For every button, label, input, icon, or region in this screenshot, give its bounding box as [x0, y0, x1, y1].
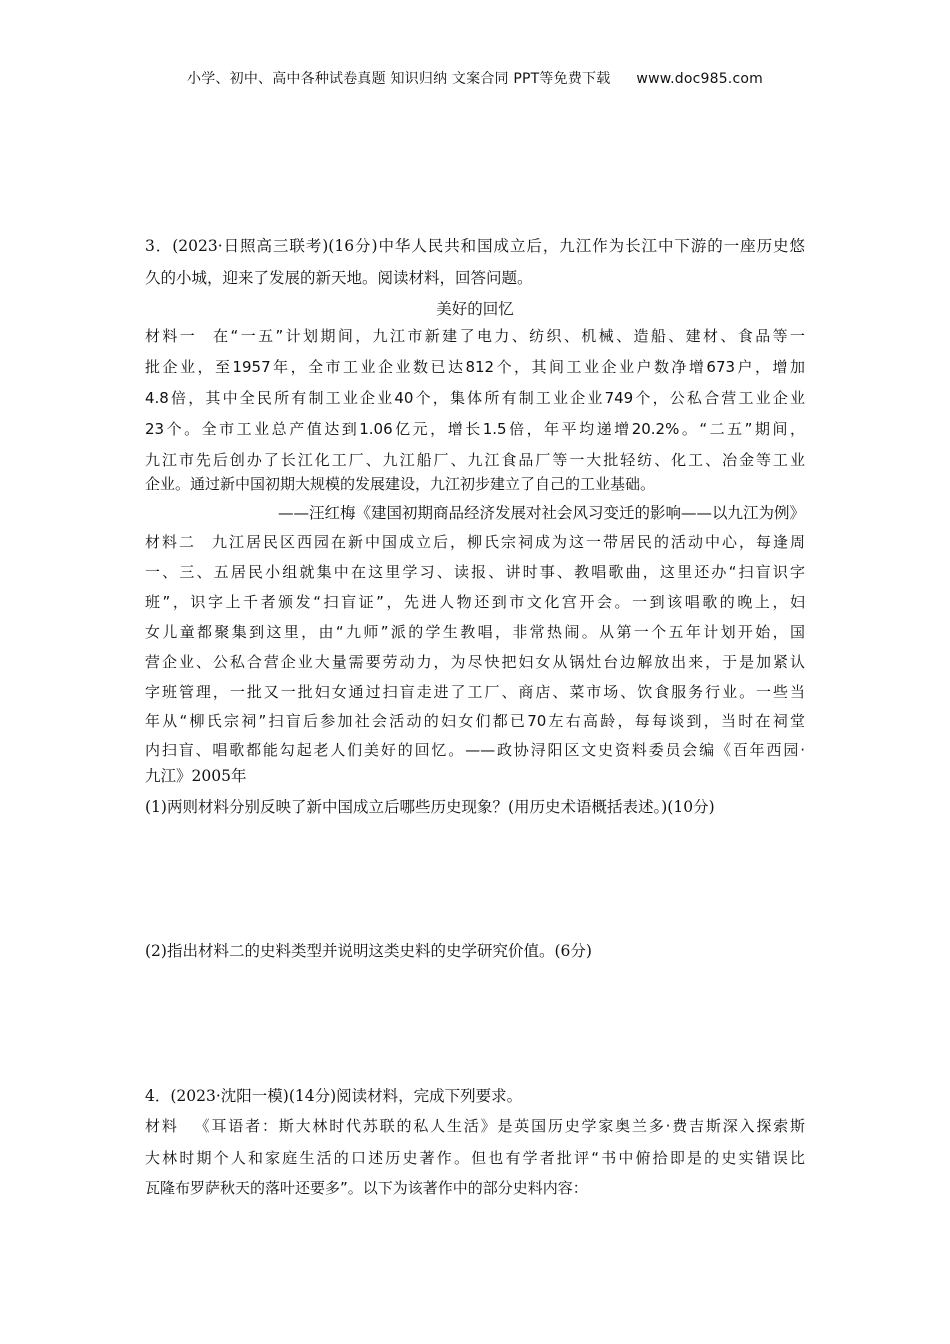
q3-material-1-source: ——汪红梅《建国初期商品经济发展对社会风习变迁的影响——以九江为例》: [277, 504, 805, 522]
q3-material-2-line-4: 女儿童都聚集到这里，由“九师”派的学生教唱，非常热闹。从第一个五年计划开始，国: [145, 623, 805, 641]
q4-material-text: 《耳语者：斯大林时代苏联的私人生活》是英国历史学家奥兰多·费吉斯深入探索斯: [194, 1117, 805, 1135]
page-header: [0, 68, 950, 88]
header-url: www.doc985.com: [636, 71, 763, 87]
q3-material-2-line-7: 年从“柳氏宗祠”扫盲后参加社会活动的妇女们都已70左右高龄，每每谈到，当时在祠堂: [145, 712, 805, 730]
q3-material-2-line-6: 字班管理，一批又一批妇女通过扫盲走进了工厂、商店、菜市场、饮食服务行业。一些当: [145, 683, 805, 701]
q3-subquestion-1: (1)两则材料分别反映了新中国成立后哪些历史现象？(用历史术语概括表述。)(10分): [145, 798, 715, 816]
q3-stem-line-1: 3．(2023·日照高三联考)(16分)中华人民共和国成立后，九江作为长江中下游的一座历史悠: [145, 237, 805, 255]
q3-material-1-line-2: 批企业，至1957年，全市工业企业数已达812个，其间工业企业户数净增673户，增加: [145, 358, 805, 376]
q3-material-1-line-5: 九江市先后创办了长江化工厂、九江船厂、九江食品厂等一大批轻纺、化工、冶金等工业: [145, 451, 805, 469]
material-2-text: 九江居民区西园在新中国成立后，柳氏宗祠成为这一带居民的活动中心，每逢周: [212, 533, 805, 551]
q3-material-2-line-9: 九江》2005年: [145, 767, 247, 785]
material-1-text: 在“一五”计划期间，九江市新建了电力、纺织、机械、造船、建材、食品等一: [213, 327, 805, 345]
q3-material-1-line-1: [145, 326, 805, 346]
q4-stem: 4．(2023·沈阳一模)(14分)阅读材料，完成下列要求。: [145, 1087, 523, 1105]
q3-material-title: 美好的回忆: [436, 300, 514, 318]
q3-material-2-line-5: 营企业、公私合营企业大量需要劳动力，为尽快把妇女从锅灶台边解放出来，于是加紧认: [145, 653, 805, 671]
q3-material-1-line-6: 企业。通过新中国初期大规模的发展建设，九江初步建立了自己的工业基础。: [145, 475, 656, 493]
q4-material-line-1: [145, 1116, 805, 1136]
q3-material-1-line-3: 4.8倍，其中全民所有制工业企业40个，集体所有制工业企业749个，公私合营工业企业: [145, 389, 805, 407]
q3-material-2-line-2: 一、三、五居民小组就集中在这里学习、读报、讲时事、教唱歌曲，这里还办“扫盲识字: [145, 563, 805, 581]
q3-stem-line-2: 久的小城，迎来了发展的新天地。阅读材料，回答问题。: [145, 269, 533, 287]
q3-material-2-line-8: 内扫盲、唱歌都能勾起老人们美好的回忆。——政协浔阳区文史资料委员会编《百年西园·: [145, 741, 805, 759]
q4-material-label: 材料: [145, 1117, 179, 1135]
q3-material-2-line-1: [145, 532, 805, 552]
header-text: 小学、初中、高中各种试卷真题 知识归纳 文案合同 PPT等免费下载: [187, 71, 611, 87]
material-1-label: 材料一: [145, 327, 198, 345]
q3-subquestion-2: (2)指出材料二的史料类型并说明这类史料的史学研究价值。(6分): [145, 942, 592, 960]
material-2-label: 材料二: [145, 533, 196, 551]
q3-material-2-line-3: 班”，识字上千者颁发“扫盲证”，先进人物还到市文化宫开会。一到该唱歌的晚上，妇: [145, 593, 805, 611]
q3-material-1-line-4: 23个。全市工业总产值达到1.06亿元，增长1.5倍，年平均递增20.2%。“二五”期间，: [145, 420, 805, 438]
q4-material-line-2: 大林时期个人和家庭生活的口述历史著作。但也有学者批评“书中俯拾即是的史实错误比: [145, 1149, 805, 1167]
q4-material-line-3: 瓦隆布罗萨秋天的落叶还要多”。以下为该著作中的部分史料内容：: [145, 1179, 588, 1197]
